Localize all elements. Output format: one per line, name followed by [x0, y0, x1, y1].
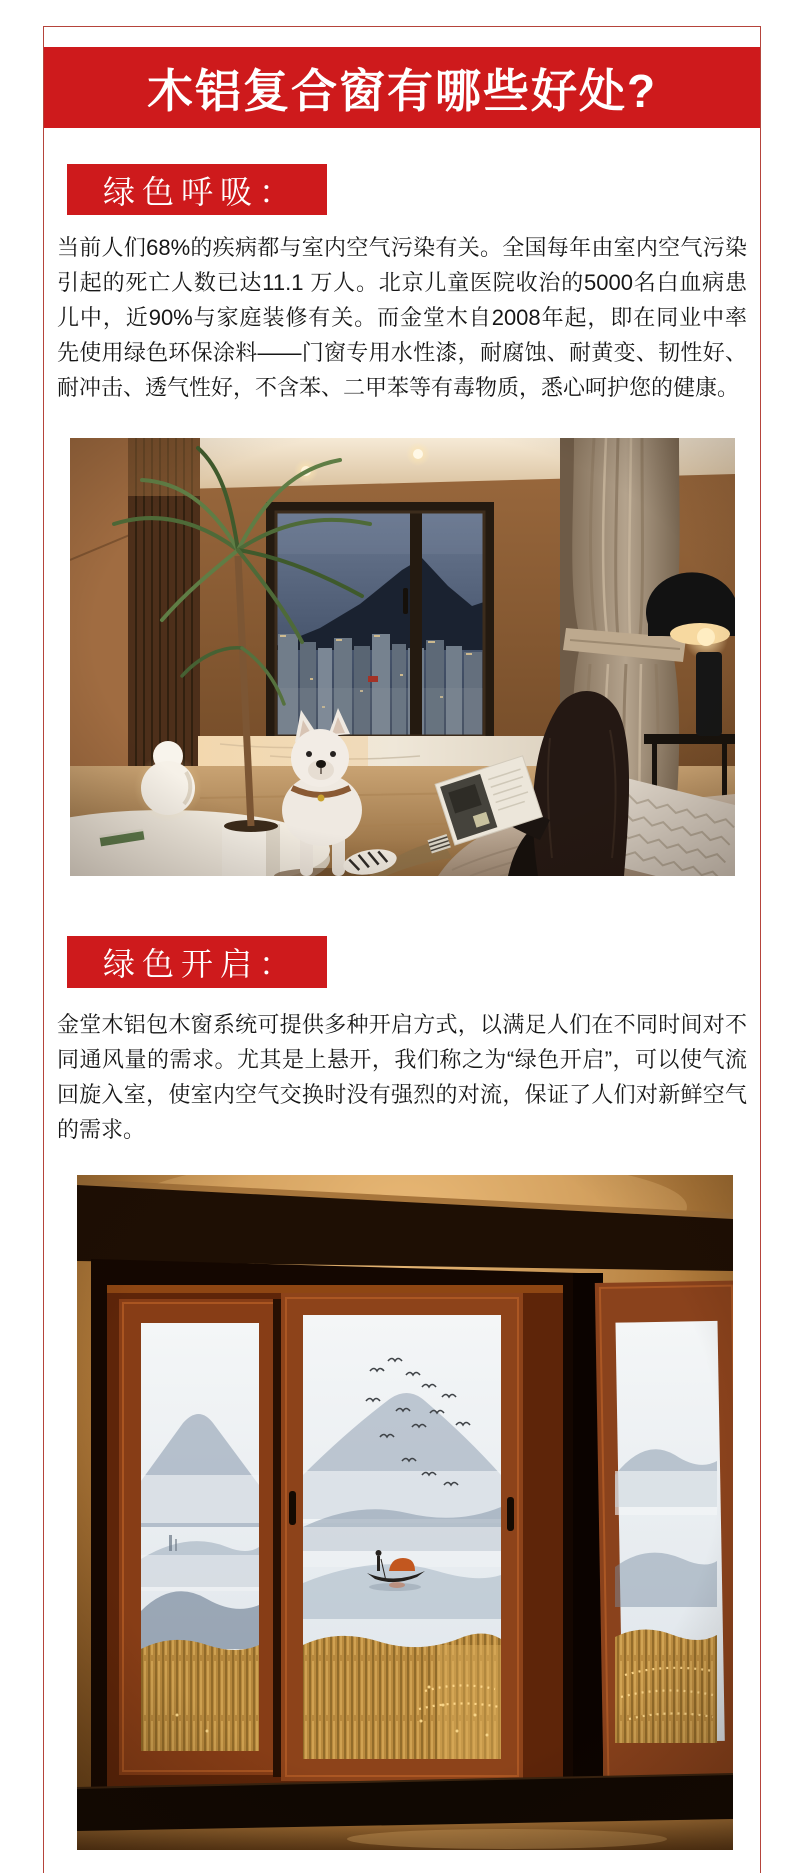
section-body-green-opening: 金堂木铝包木窗系统可提供多种开启方式，以满足人们在不同时间对不同通风量的需求。尤其是上悬开，我们称之为“绿色开启”，可以使气流回旋入室，使室内空气交换时没有强烈的对流，保证了人们对新鲜空气的需求。 — [57, 1012, 747, 1142]
photo-bedroom-window-city-view — [70, 438, 735, 876]
content-frame — [43, 26, 761, 1873]
photo-wood-window-landscape-glass — [77, 1175, 733, 1850]
section-label-green-opening — [67, 936, 327, 988]
section-label-green-breathing — [67, 164, 327, 215]
bedroom-scene-illustration — [70, 438, 735, 876]
page-title: 木铝复合窗有哪些好处? — [146, 64, 658, 117]
wood-window-illustration — [77, 1175, 733, 1850]
section-label-text: 绿色呼吸： — [102, 173, 298, 210]
section-label-text: 绿色开启： — [102, 946, 298, 982]
section-body-green-breathing: 当前人们68%的疾病都与室内空气污染有关。全国每年由室内空气污染引起的死亡人数已达11.1 万人。北京儿童医院收治的5000名白血病患儿中，近90%与家庭装修有关。而金堂木自2008年起，即在同业中率 先使用绿色环保涂料——门窗专用水性漆，耐腐蚀、耐黄变、韧性好、耐冲击、透气性好，不含苯、二甲苯等有毒物质，悉心呵护您的健康。 — [57, 235, 747, 400]
title-banner — [44, 47, 760, 128]
